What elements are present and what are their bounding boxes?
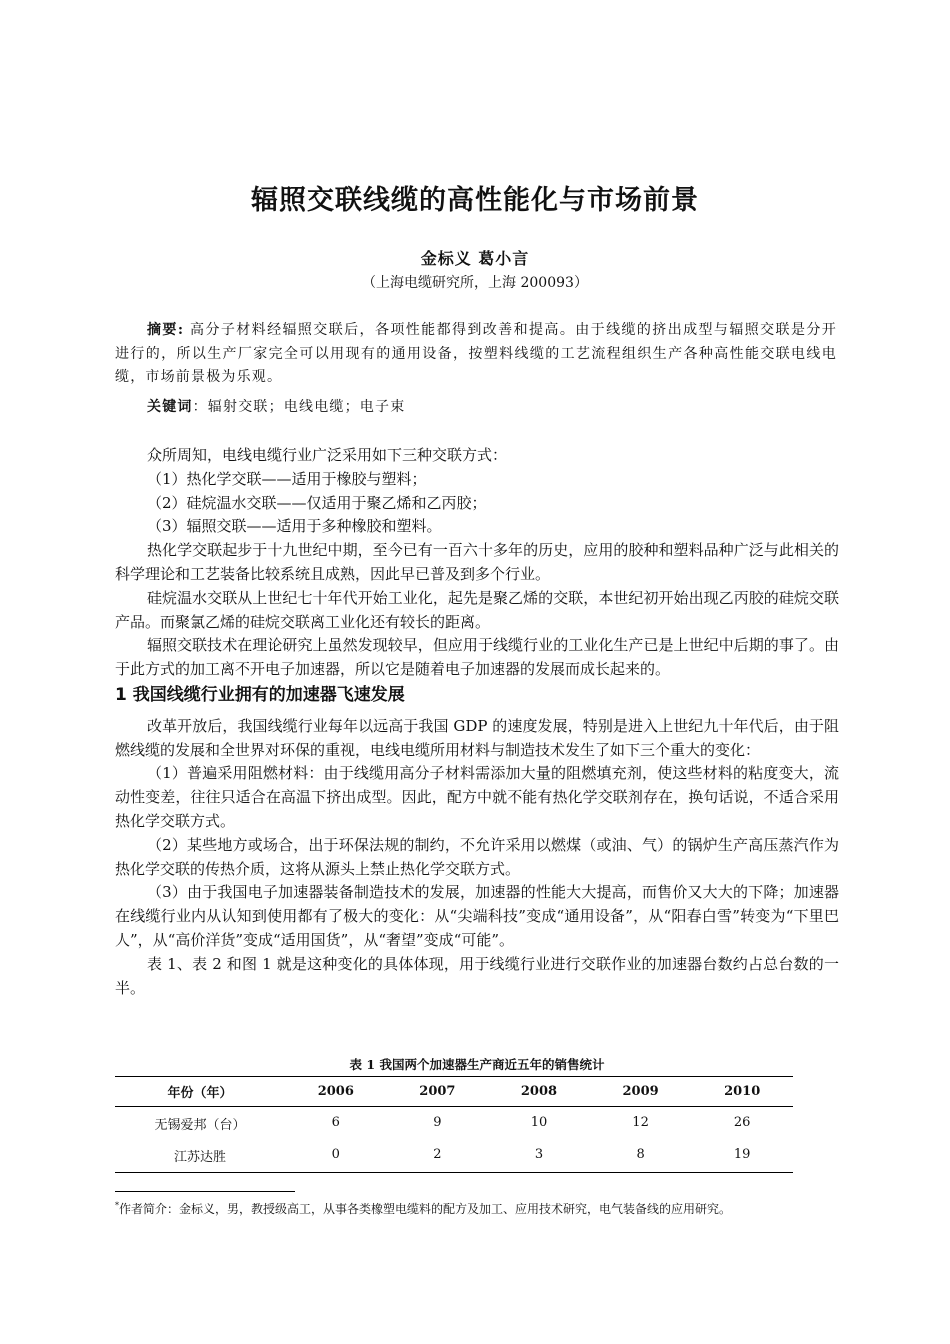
keywords bbox=[147, 396, 837, 419]
footnote-mark: * bbox=[115, 1201, 119, 1210]
table-header-cell: 2007 bbox=[387, 1077, 489, 1107]
table-cell: 0 bbox=[285, 1139, 387, 1173]
table-cell: 9 bbox=[433, 1115, 442, 1130]
paragraph: 改革开放后，我国线缆行业每年以远高于我国 GDP 的速度发展，特别是进入上世纪九十年代后，由于阻燃线缆的发展和全世界对环保的重视，电线电缆所用材料与制造技术发生了如下三个重大的变化： bbox=[115, 716, 839, 759]
list-item: （1）热化学交联——适用于橡胶与塑料； bbox=[147, 469, 427, 488]
footnote-rule bbox=[115, 1191, 295, 1192]
table-header-cell: 2009 bbox=[590, 1077, 692, 1107]
section-heading: 1 我国线缆行业拥有的加速器飞速发展 bbox=[115, 684, 405, 705]
abstract-label: 摘要: bbox=[147, 322, 185, 338]
list-item: （2）硅烷温水交联——仅适用于聚乙烯和乙丙胶； bbox=[147, 493, 487, 512]
paragraph: 硅烷温水交联从上世纪七十年代开始工业化，起先是聚乙烯的交联，本世纪初开始出现乙丙胶的硅烷交联产品。而聚氯乙烯的硅烷交联离工业化还有较长的距离。 bbox=[115, 588, 839, 631]
paragraph: 热化学交联起步于十九世纪中期，至今已有一百六十多年的历史，应用的胶种和塑料品种广泛与此相关的科学理论和工艺装备比较系统且成熟，因此早已普及到多个行业。 bbox=[115, 541, 839, 583]
paper-title: 辐照交联线缆的高性能化与市场前景 bbox=[251, 185, 699, 216]
table-cell: 12 bbox=[632, 1115, 649, 1130]
keywords-label: 关键词 bbox=[147, 399, 193, 415]
table-cell: 26 bbox=[733, 1115, 751, 1130]
table-cell: 2 bbox=[387, 1139, 489, 1173]
table-row bbox=[115, 1139, 793, 1173]
table-caption: 表 1 我国两个加速器生产商近五年的销售统计 bbox=[349, 1057, 605, 1072]
table-row bbox=[115, 1107, 793, 1140]
table-header-row bbox=[115, 1077, 793, 1107]
sales-table bbox=[115, 1076, 793, 1173]
row-label: 无锡爱邦（台） bbox=[154, 1118, 246, 1133]
paragraph: （3）由于我国电子加速器装备制造技术的发展，加速器的性能大大提高，而售价又大大的下降；加速器在线缆行业内从认知到使用都有了极大的变化：从“尖端科技”变成“通用设备”，从“阳春白雪”转变为“下里巴人”，从“高价洋货”变成“适用国货”，从“奢望”变成“可能”。 bbox=[115, 883, 839, 949]
affiliation: （上海电缆研究所，上海 200093） bbox=[362, 275, 588, 291]
table-cell: 19 bbox=[691, 1139, 793, 1173]
table-header-cell: 2010 bbox=[691, 1077, 793, 1107]
body-text bbox=[115, 444, 839, 1000]
table-header-cell: 2006 bbox=[285, 1077, 387, 1107]
authors: 金标义 葛小言 bbox=[420, 249, 530, 268]
table-cell: 8 bbox=[590, 1139, 692, 1173]
paragraph: 众所周知，电线电缆行业广泛采用如下三种交联方式： bbox=[147, 446, 508, 464]
footnote bbox=[115, 1197, 839, 1218]
table-cell: 6 bbox=[331, 1115, 340, 1130]
paragraph: （1）普遍采用阻燃材料：由于线缆用高分子材料需添加大量的阻燃填充剂，使这些材料的粘度变大，流动性变差，往往只适合在高温下挤出成型。因此，配方中就不能有热化学交联剂存在，换句话说，不适合采用热化学交联方式。 bbox=[115, 764, 839, 830]
footnote-text: 作者简介：金标义，男，教授级高工，从事各类橡塑电缆料的配方及加工、应用技术研究，电气装备线的应用研究。 bbox=[119, 1202, 732, 1216]
abstract bbox=[115, 319, 837, 390]
paragraph: （2）某些地方或场合，出于环保法规的制约，不允许采用以燃煤（或油、气）的锅炉生产高压蒸汽作为热化学交联的传热介质，这将从源头上禁止热化学交联方式。 bbox=[115, 835, 839, 878]
table-header-cell: 2008 bbox=[488, 1077, 590, 1107]
abstract-text: 高分子材料经辐照交联后，各项性能都得到改善和提高。由于线缆的挤出成型与辐照交联是分开进行的，所以生产厂家完全可以用现有的通用设备，按塑料线缆的工艺流程组织生产各种高性能交联电线电缆，市场前景极为乐观。 bbox=[115, 322, 837, 385]
row-label: 江苏达胜 bbox=[115, 1139, 285, 1173]
list-item: （3）辐照交联——适用于多种橡胶和塑料。 bbox=[147, 517, 442, 536]
paragraph: 辐照交联技术在理论研究上虽然发现较早，但应用于线缆行业的工业化生产已是上世纪中后期的事了。由于此方式的加工离不开电子加速器，所以它是随着电子加速器的发展而成长起来的。 bbox=[115, 636, 839, 679]
table-header-cell: 年份（年） bbox=[115, 1077, 285, 1107]
table-cell: 3 bbox=[488, 1139, 590, 1173]
table-cell: 10 bbox=[530, 1115, 548, 1130]
keywords-text: ：辐射交联；电线电缆；电子束 bbox=[192, 399, 406, 415]
paragraph: 表 1、表 2 和图 1 就是这种变化的具体体现，用于线缆行业进行交联作业的加速器台数约占总台数的一半。 bbox=[115, 954, 839, 997]
